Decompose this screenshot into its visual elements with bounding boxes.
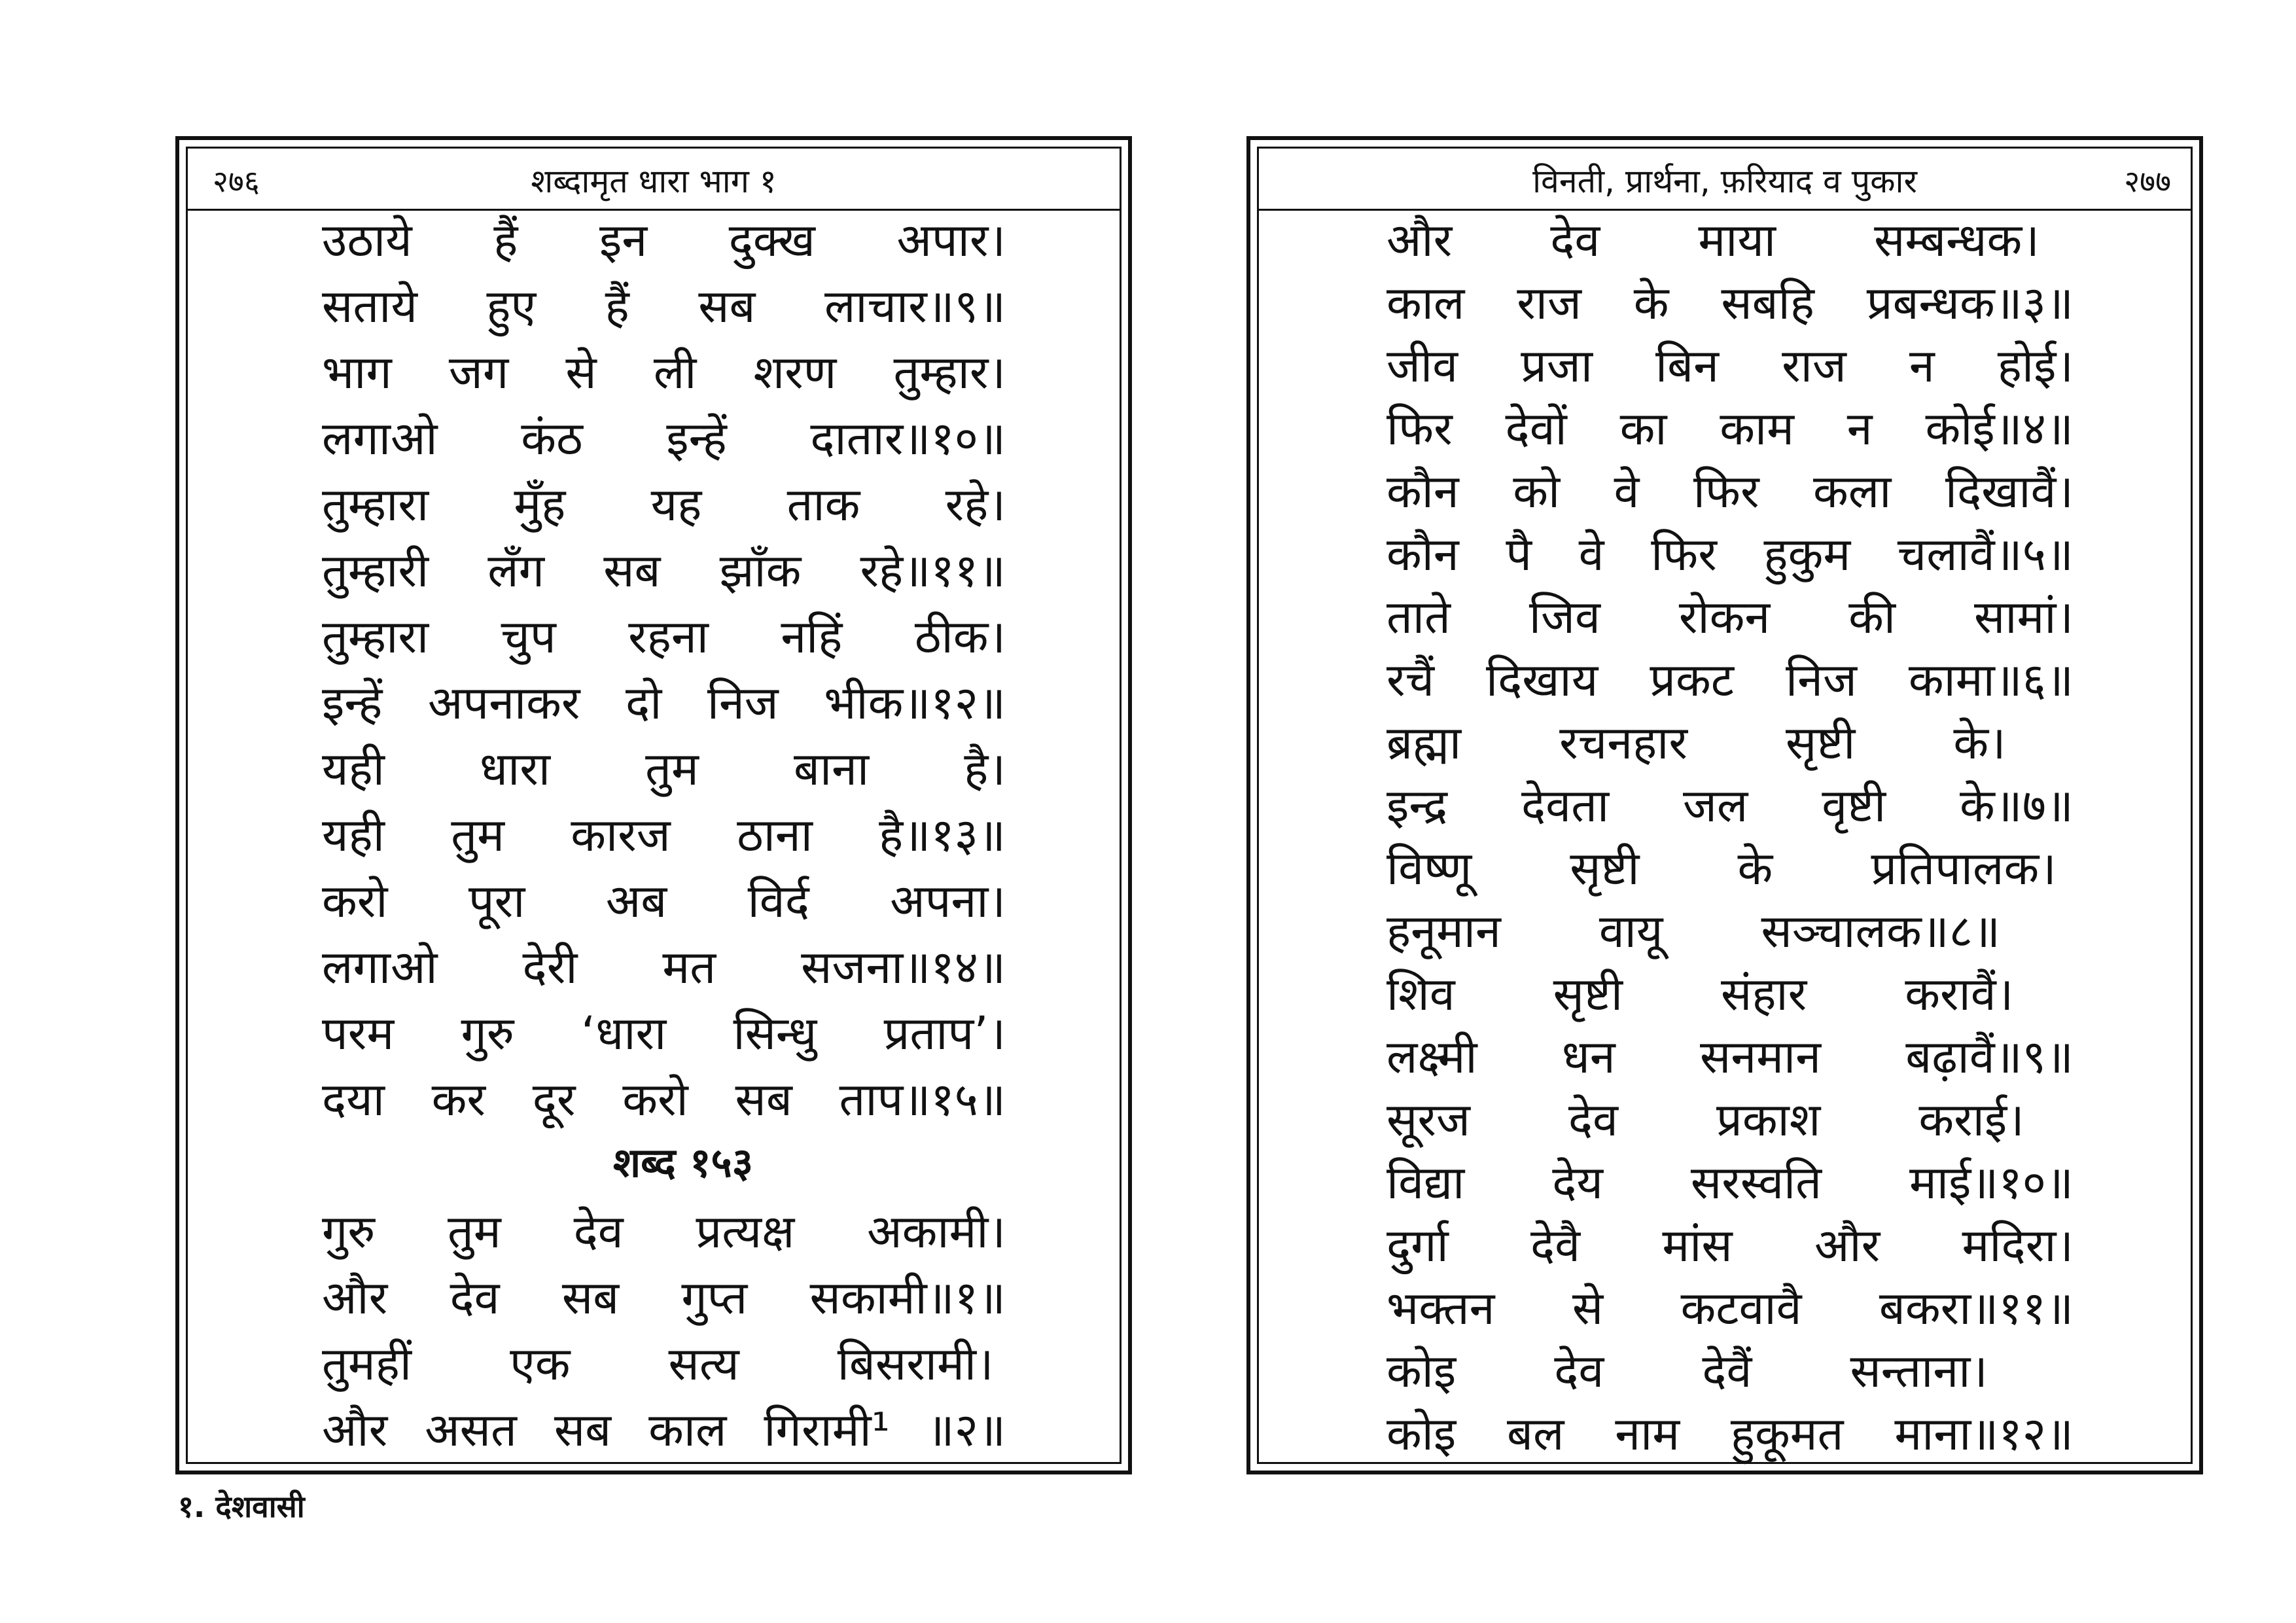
left-page-header-title: शब्दामृत धारा भाग १ bbox=[531, 162, 777, 200]
verse-line bbox=[1259, 465, 2191, 521]
verse-word: करो bbox=[322, 874, 388, 928]
verse-word: बकरा॥११॥ bbox=[1879, 1281, 2074, 1335]
verse-word: दुक्ख bbox=[728, 213, 815, 267]
verse-line bbox=[188, 940, 1120, 997]
verse-line bbox=[1259, 904, 2191, 961]
verse-word: सरस्वति bbox=[1690, 1156, 1822, 1209]
verse-word: चुप bbox=[501, 610, 556, 664]
verse-word: कामा॥६॥ bbox=[1908, 653, 2074, 707]
verse-word: देव bbox=[1554, 1344, 1604, 1398]
verse-word: कराई। bbox=[1918, 1093, 2024, 1147]
verse-line bbox=[188, 544, 1120, 600]
verse-word: जीव bbox=[1386, 339, 1458, 393]
verse-word: कोइ bbox=[1386, 1407, 1457, 1461]
verse-word: लक्ष्मी bbox=[1386, 1030, 1477, 1084]
verse-word: न bbox=[1846, 402, 1873, 455]
verse-word: लगाओ bbox=[322, 940, 438, 994]
verse-word: तुम्हारी bbox=[322, 544, 429, 597]
verse-word: सञ्चालक॥८॥ bbox=[1761, 904, 2001, 958]
verse-word: देवों bbox=[1505, 402, 1567, 455]
verse-word: रहे। bbox=[945, 478, 1006, 531]
verse-line bbox=[1259, 1219, 2191, 1275]
verse-word: इन्हें bbox=[666, 412, 727, 465]
verse-word: सब bbox=[698, 279, 756, 333]
verse-word: मत bbox=[662, 940, 716, 994]
verse-line bbox=[188, 1403, 1120, 1459]
verse-word: यही bbox=[322, 808, 385, 862]
verse-word: अब bbox=[605, 874, 667, 928]
verse-word: तुम्हारा bbox=[322, 478, 429, 531]
verse-word: सूरज bbox=[1386, 1093, 1470, 1147]
verse-word: ठीक। bbox=[914, 610, 1006, 664]
verse-word: सब bbox=[561, 1271, 620, 1325]
verse-word: है॥१३॥ bbox=[879, 808, 1006, 862]
verse-word: सन्ताना। bbox=[1850, 1344, 1988, 1398]
verse-word: तुम bbox=[451, 808, 504, 862]
verse-word: दिखावैं। bbox=[1945, 465, 2074, 518]
verse-word: देवैं bbox=[1702, 1344, 1752, 1398]
verse-word: सनमान bbox=[1700, 1030, 1822, 1084]
verse-line bbox=[1259, 842, 2191, 898]
verse-word: देव bbox=[450, 1271, 500, 1325]
right-page-header bbox=[1259, 149, 2191, 211]
verse-word: माया bbox=[1698, 213, 1776, 267]
verse-word: भाग bbox=[322, 346, 392, 399]
verse-word: मुँह bbox=[514, 478, 566, 531]
verse-word: लँग bbox=[487, 544, 545, 597]
verse-line bbox=[188, 874, 1120, 931]
verse-word: बिन bbox=[1655, 339, 1719, 393]
verse-line bbox=[1259, 339, 2191, 395]
verse-word: कौन bbox=[1386, 465, 1459, 518]
verse-word: इन्द्र bbox=[1386, 779, 1448, 832]
verse-word: सत्य bbox=[668, 1337, 739, 1391]
verse-word: बिसरामी। bbox=[837, 1337, 994, 1391]
verse-word: प्रबन्धक॥३॥ bbox=[1866, 276, 2074, 330]
verse-word: और bbox=[322, 1403, 388, 1457]
verse-word: पूरा bbox=[468, 874, 525, 928]
verse-line bbox=[188, 213, 1120, 270]
verse-word: नाम bbox=[1615, 1407, 1680, 1461]
verse-word: लगाओ bbox=[322, 412, 438, 465]
verse-word: सब bbox=[554, 1403, 612, 1457]
verse-line bbox=[1259, 967, 2191, 1024]
verse-word: कटवावै bbox=[1680, 1281, 1802, 1335]
verse-word: न bbox=[1909, 339, 1935, 393]
verse-word: प्रजा bbox=[1521, 339, 1593, 393]
verse-word: झाँक bbox=[719, 544, 802, 597]
verse-word: प्रकाश bbox=[1716, 1093, 1821, 1147]
verse-word: ताक bbox=[786, 478, 860, 531]
verse-word: गुरु bbox=[322, 1205, 376, 1258]
verse-line bbox=[188, 1007, 1120, 1063]
verse-word: जल bbox=[1682, 779, 1748, 832]
verse-word: बढ़ावैं॥९॥ bbox=[1905, 1030, 2074, 1084]
verse-word: फिर bbox=[1386, 402, 1453, 455]
verse-word: के। bbox=[1953, 716, 2006, 770]
verse-word: सब bbox=[603, 544, 661, 597]
verse-word: दातार॥१०॥ bbox=[810, 412, 1006, 465]
verse-line bbox=[1259, 402, 2191, 458]
verse-word: ठाना bbox=[737, 808, 813, 862]
verse-word: प्रत्यक्ष bbox=[696, 1205, 795, 1258]
verse-word: ली bbox=[653, 346, 697, 399]
verse-word: दो bbox=[626, 676, 662, 730]
verse-word: अकामी। bbox=[867, 1205, 1006, 1258]
verse-line bbox=[1259, 213, 2191, 270]
verse-word: निज bbox=[1786, 653, 1857, 707]
verse-word: परम bbox=[322, 1007, 395, 1060]
verse-line bbox=[1259, 590, 2191, 647]
verse-word: माई॥१०॥ bbox=[1909, 1156, 2074, 1209]
verse-word: वृष्टी bbox=[1822, 779, 1886, 832]
verse-word: रहे॥११॥ bbox=[860, 544, 1006, 597]
verse-word: कोई॥४॥ bbox=[1925, 402, 2074, 455]
verse-word: हुए bbox=[486, 279, 537, 333]
verse-word: देव bbox=[573, 1205, 624, 1258]
verse-word: काल bbox=[648, 1403, 727, 1457]
verse-word: अपना। bbox=[890, 874, 1006, 928]
verse-line bbox=[1259, 1407, 2191, 1463]
verse-word: सिन्धु bbox=[733, 1007, 817, 1060]
verse-word: माना॥१२॥ bbox=[1894, 1407, 2074, 1461]
verse-word: धारा bbox=[480, 742, 550, 796]
verse-word: मांस bbox=[1662, 1219, 1733, 1272]
verse-word: कंठ bbox=[521, 412, 583, 465]
verse-word: और bbox=[1814, 1219, 1881, 1272]
verse-line bbox=[1259, 1344, 2191, 1400]
verse-word: असत bbox=[425, 1403, 517, 1457]
right-page-number: २७७ bbox=[2124, 164, 2171, 199]
verse-word: गिरामी¹ bbox=[764, 1403, 890, 1457]
verse-word: वायू bbox=[1598, 904, 1663, 958]
verse-word: और bbox=[1386, 213, 1453, 267]
verse-word: रोकन bbox=[1678, 590, 1771, 644]
verse-word: भक्तन bbox=[1386, 1281, 1495, 1335]
verse-line bbox=[188, 1205, 1120, 1261]
verse-word: वे bbox=[1578, 527, 1604, 581]
verse-word: उठाये bbox=[322, 213, 412, 267]
verse-word: गुरु bbox=[461, 1007, 514, 1060]
verse-word: प्रतिपालक। bbox=[1871, 842, 2057, 895]
verse-word: से bbox=[565, 346, 597, 399]
verse-word: फिर bbox=[1651, 527, 1717, 581]
verse-word: और bbox=[322, 1271, 388, 1325]
verse-word: है। bbox=[964, 742, 1006, 796]
verse-word: बाना bbox=[794, 742, 870, 796]
verse-word: होई। bbox=[1997, 339, 2074, 393]
verse-line bbox=[1259, 276, 2191, 332]
verse-word: तुम bbox=[448, 1205, 501, 1258]
verse-line bbox=[1259, 1093, 2191, 1149]
verse-word: यह bbox=[650, 478, 702, 531]
verse-word: सकामी॥१॥ bbox=[809, 1271, 1006, 1325]
verse-word: इन्हें bbox=[322, 676, 383, 730]
right-page-frame bbox=[1257, 147, 2193, 1464]
verse-word: गुप्त bbox=[681, 1271, 748, 1325]
verse-line bbox=[1259, 653, 2191, 709]
verse-word: कर bbox=[431, 1073, 486, 1126]
verse-word: ॥२॥ bbox=[927, 1403, 1006, 1457]
verse-word: विष्णू bbox=[1386, 842, 1472, 895]
verse-word: करावैं। bbox=[1905, 967, 2014, 1021]
verse-line bbox=[188, 742, 1120, 798]
shabd-heading: शब्द १५३ bbox=[612, 1139, 754, 1186]
verse-word: सम्बन्धक। bbox=[1874, 213, 2040, 267]
verse-word: देय bbox=[1552, 1156, 1603, 1209]
left-page-frame bbox=[186, 147, 1122, 1464]
verse-line bbox=[188, 1271, 1120, 1327]
verse-line bbox=[188, 412, 1120, 468]
verse-line bbox=[1259, 779, 2191, 835]
verse-word: मदिरा। bbox=[1962, 1219, 2074, 1272]
verse-word: ‘धारा bbox=[581, 1007, 667, 1060]
verse-line bbox=[1259, 716, 2191, 772]
right-page bbox=[1246, 136, 2203, 1474]
verse-word: निज bbox=[707, 676, 779, 730]
verse-word: शिव bbox=[1386, 967, 1455, 1021]
verse-word: नहिं bbox=[781, 610, 843, 664]
left-page-number: २७६ bbox=[213, 164, 260, 199]
verse-word: की bbox=[1848, 590, 1896, 644]
verse-word: रहना bbox=[628, 610, 709, 664]
verse-word: सबहि bbox=[1721, 276, 1814, 330]
verse-word: के॥७॥ bbox=[1959, 779, 2074, 832]
verse-word: तुम्हारा bbox=[322, 610, 429, 664]
verse-word: धन bbox=[1561, 1030, 1616, 1084]
verse-word: तुमहीं bbox=[322, 1337, 412, 1391]
verse-line bbox=[1259, 1156, 2191, 1212]
verse-line bbox=[1259, 527, 2191, 584]
verse-word: काम bbox=[1720, 402, 1794, 455]
verse-word: राज bbox=[1517, 276, 1581, 330]
verse-word: कोइ bbox=[1386, 1344, 1457, 1398]
verse-word: कारज bbox=[571, 808, 671, 862]
verse-word: चलावैं॥५॥ bbox=[1897, 527, 2074, 581]
verse-word: सामां। bbox=[1974, 590, 2074, 644]
verse-word: देरी bbox=[522, 940, 578, 994]
verse-word: से bbox=[1572, 1281, 1604, 1335]
verse-word: के bbox=[1737, 842, 1773, 895]
verse-word: हुकूमत bbox=[1730, 1407, 1844, 1461]
verse-word: शरण bbox=[753, 346, 837, 399]
verse-word: अपार। bbox=[896, 213, 1006, 267]
verse-word: जिव bbox=[1528, 590, 1600, 644]
verse-word: दिखाय bbox=[1486, 653, 1598, 707]
verse-word: देव bbox=[1550, 213, 1600, 267]
verse-word: बल bbox=[1507, 1407, 1564, 1461]
verse-word: हैं bbox=[605, 279, 629, 333]
verse-word: को bbox=[1513, 465, 1561, 518]
verse-word: यही bbox=[322, 742, 385, 796]
verse-line bbox=[188, 279, 1120, 336]
verse-word: का bbox=[1619, 402, 1667, 455]
verse-word: रचैं bbox=[1386, 653, 1435, 707]
verse-word: देवै bbox=[1530, 1219, 1581, 1272]
verse-word: हनूमान bbox=[1386, 904, 1501, 958]
verse-word: विद्या bbox=[1386, 1156, 1465, 1209]
verse-word: दया bbox=[322, 1073, 385, 1126]
verse-word: फिर bbox=[1693, 465, 1759, 518]
verse-word: हैं bbox=[493, 213, 518, 267]
verse-word: कला bbox=[1813, 465, 1892, 518]
verse-line bbox=[188, 478, 1120, 534]
verse-word: ब्रह्मा bbox=[1386, 716, 1462, 770]
verse-word: के bbox=[1633, 276, 1669, 330]
verse-word: हुकुम bbox=[1763, 527, 1851, 581]
verse-word: अपनाकर bbox=[427, 676, 580, 730]
left-page bbox=[175, 136, 1132, 1474]
verse-word: लाचार॥९॥ bbox=[824, 279, 1006, 333]
verse-word: करो bbox=[622, 1073, 688, 1126]
verse-word: ताते bbox=[1386, 590, 1451, 644]
verse-word: कौन bbox=[1386, 527, 1459, 581]
verse-word: सब bbox=[735, 1073, 792, 1126]
verse-word: इन bbox=[599, 213, 648, 267]
verse-word: ताप॥१५॥ bbox=[839, 1073, 1006, 1126]
verse-word: सताये bbox=[322, 279, 417, 333]
verse-word: राज bbox=[1782, 339, 1846, 393]
verse-word: तुम्हार। bbox=[893, 346, 1006, 399]
verse-line bbox=[1259, 1281, 2191, 1338]
verse-word: भीक॥१२॥ bbox=[824, 676, 1006, 730]
verse-word: पै bbox=[1506, 527, 1532, 581]
verse-word: काल bbox=[1386, 276, 1465, 330]
verse-line bbox=[188, 610, 1120, 666]
verse-word: सजना॥१४॥ bbox=[801, 940, 1006, 994]
verse-word: तुम bbox=[645, 742, 699, 796]
verse-word: सृष्टी bbox=[1553, 967, 1623, 1021]
verse-word: संहार bbox=[1721, 967, 1807, 1021]
verse-line bbox=[188, 1139, 1120, 1195]
verse-word: रचनहार bbox=[1559, 716, 1688, 770]
verse-word: देवता bbox=[1521, 779, 1610, 832]
right-page-header-title: विनती, प्रार्थना, फ़रियाद व पुकार bbox=[1532, 162, 1917, 200]
verse-line bbox=[188, 808, 1120, 865]
verse-line bbox=[188, 1073, 1120, 1129]
verse-word: देव bbox=[1568, 1093, 1618, 1147]
verse-word: जग bbox=[448, 346, 509, 399]
verse-line bbox=[188, 346, 1120, 402]
left-page-header bbox=[188, 149, 1120, 211]
verse-word: वे bbox=[1614, 465, 1640, 518]
verse-line bbox=[188, 676, 1120, 732]
verse-word: सृष्टी bbox=[1786, 716, 1856, 770]
verse-word: प्रकट bbox=[1650, 653, 1735, 707]
verse-word: दुर्गा bbox=[1386, 1219, 1449, 1272]
verse-line bbox=[1259, 1030, 2191, 1086]
verse-word: एक bbox=[510, 1337, 571, 1391]
verse-line bbox=[188, 1337, 1120, 1393]
verse-word: सृष्टी bbox=[1570, 842, 1640, 895]
verse-word: प्रताप’। bbox=[883, 1007, 1006, 1060]
verse-word: विर्द bbox=[747, 874, 809, 928]
verse-word: दूर bbox=[532, 1073, 576, 1126]
footnote: १. देशवासी bbox=[178, 1489, 305, 1524]
